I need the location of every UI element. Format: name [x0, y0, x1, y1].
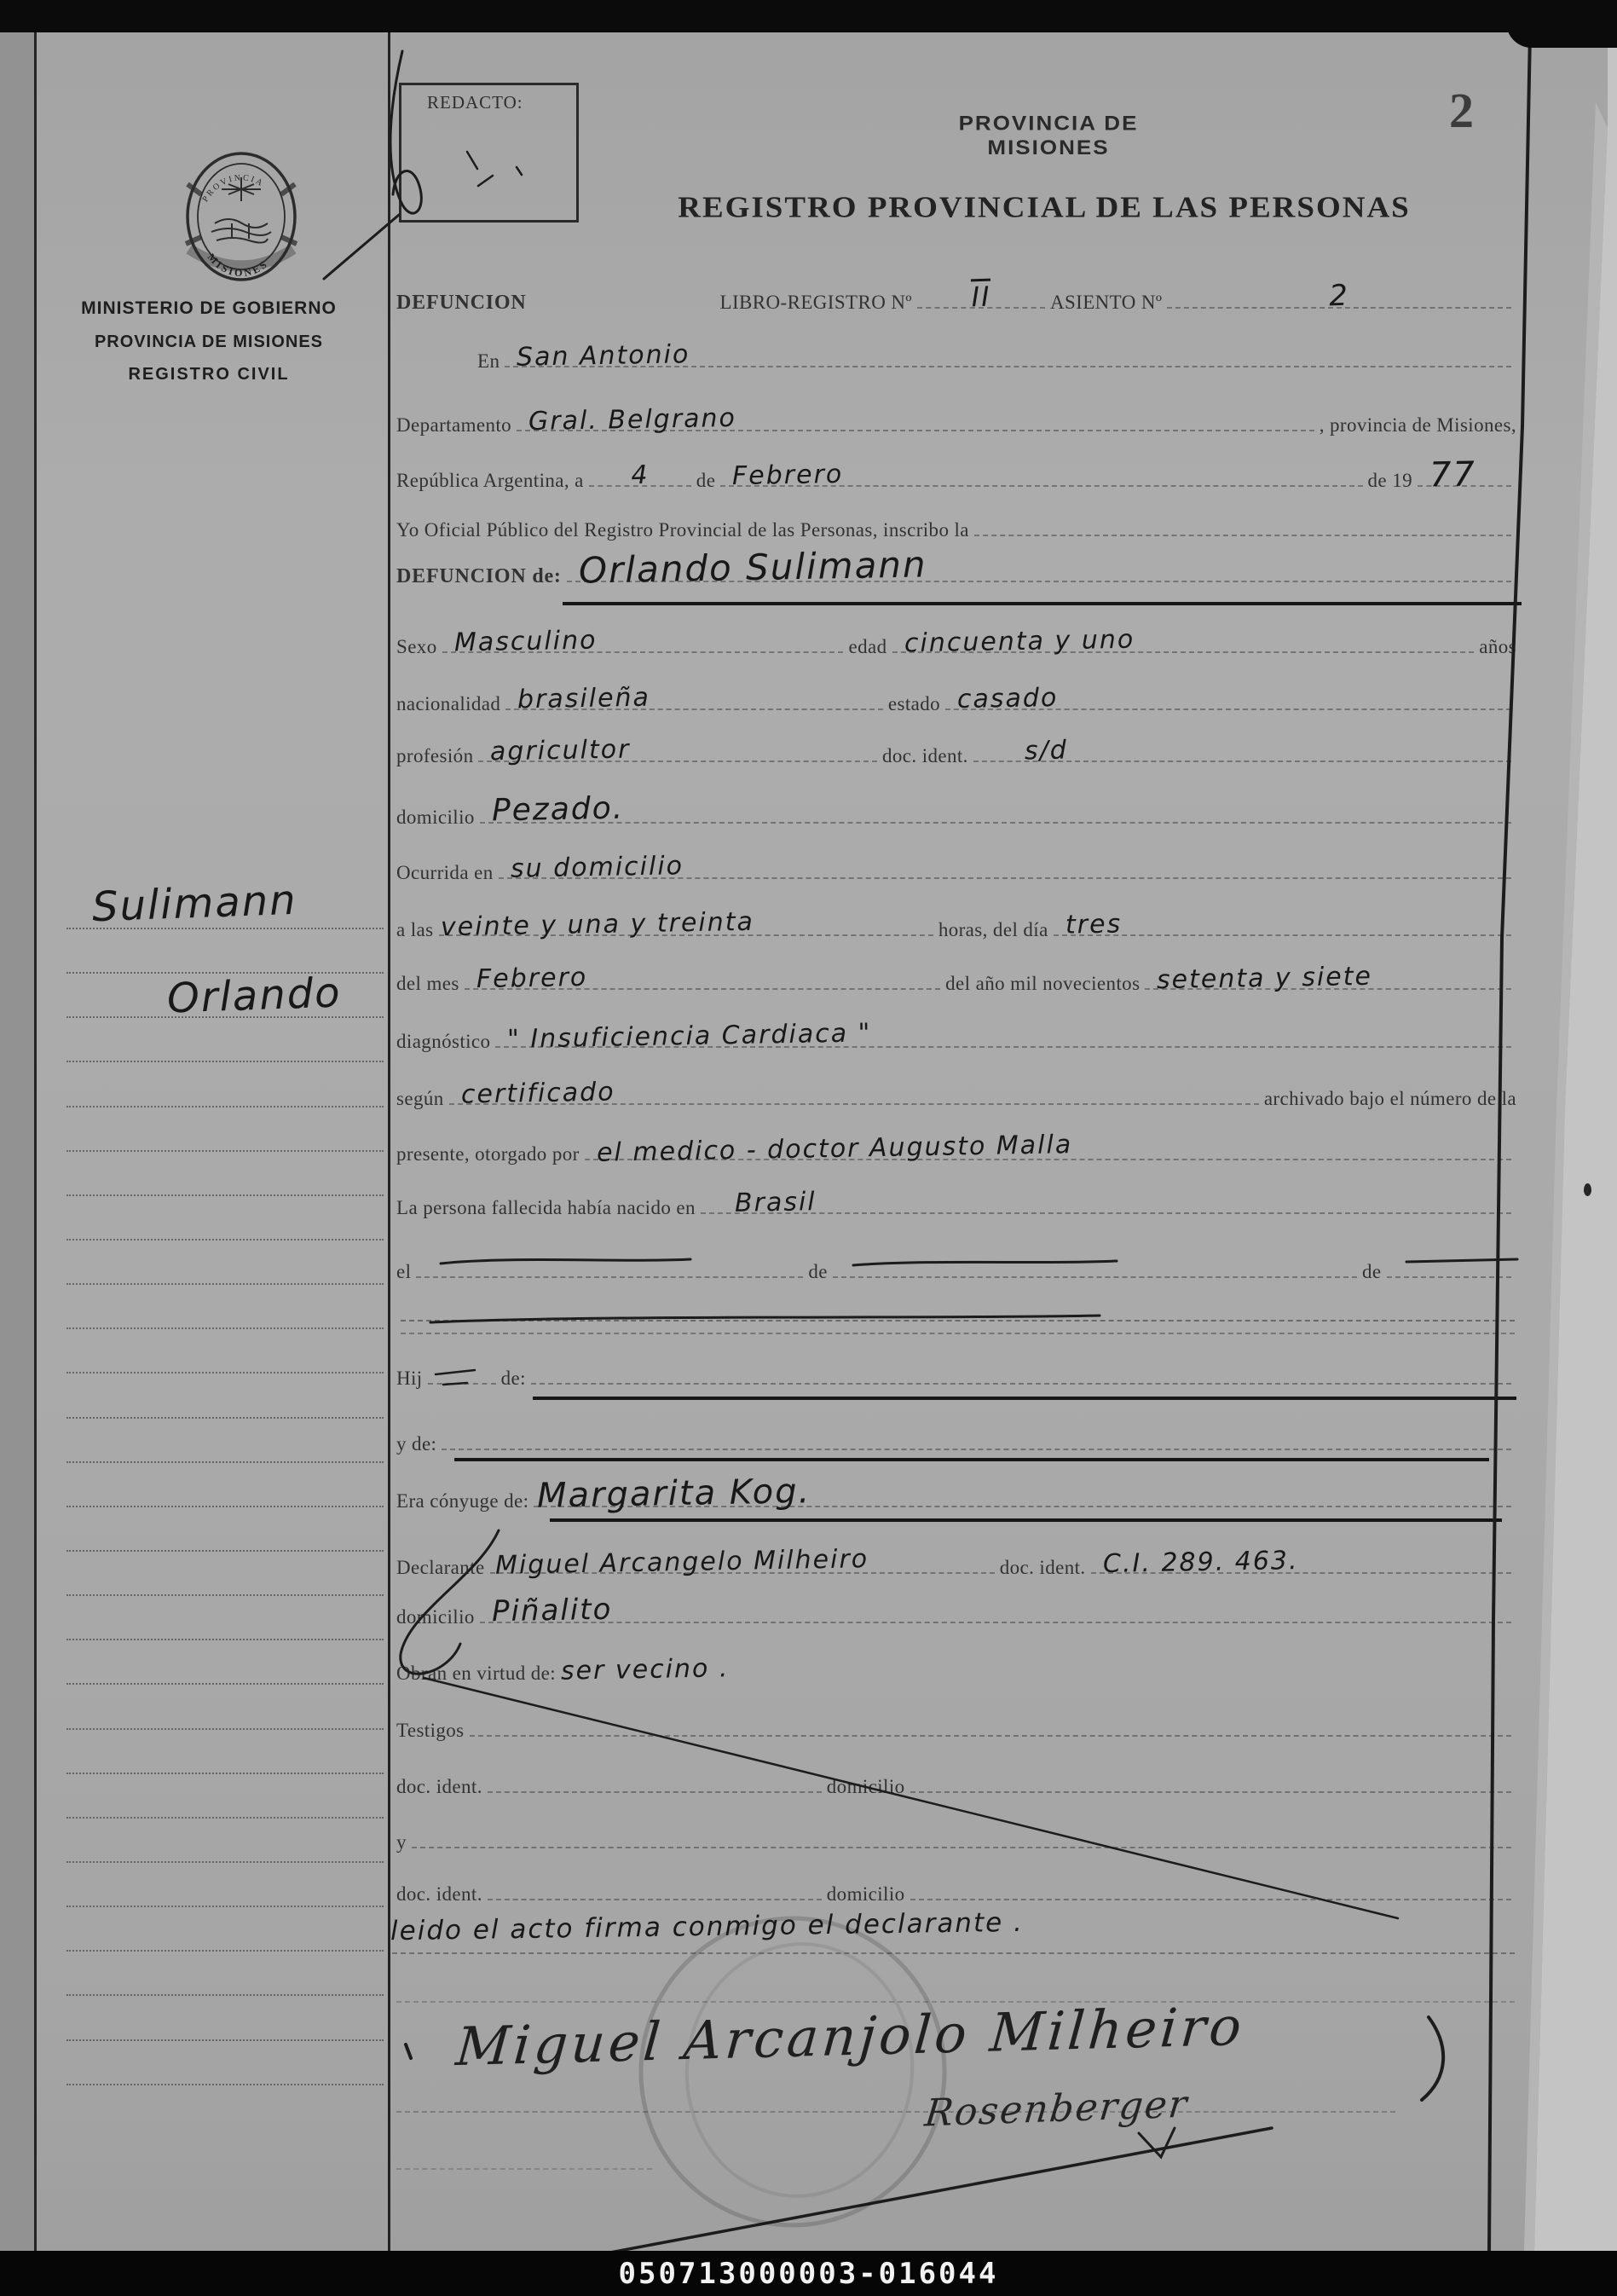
- declarante-doc-label: doc. ident.: [999, 1557, 1086, 1578]
- y-de-label: y de:: [396, 1433, 437, 1455]
- hora-suffix: horas, del día: [938, 919, 1048, 940]
- domicilio2-value: Piñalito: [491, 1592, 613, 1629]
- segun-label: según: [396, 1088, 444, 1109]
- fecha-de19: de 19: [1367, 470, 1412, 491]
- mes-value: Febrero: [476, 962, 588, 995]
- defuncion-de-label: DEFUNCION de:: [396, 565, 562, 587]
- testigo2-doc-label: doc. ident.: [396, 1883, 482, 1905]
- record-type-label: DEFUNCION: [396, 292, 527, 314]
- row-domicilio: [396, 790, 1516, 829]
- obran-label: Obran en virtud de:: [396, 1663, 557, 1684]
- page-number: 2: [1449, 83, 1474, 138]
- fecha-day: 4: [630, 460, 650, 491]
- scan-top-corner: [1506, 0, 1617, 48]
- row-hijo-de: [396, 1357, 1516, 1388]
- province-title: PROVINCIA DE MISIONES: [958, 111, 1139, 159]
- row-en: [396, 340, 1516, 371]
- nacido-label: La persona fallecida había nacido en: [396, 1197, 696, 1218]
- hijo-de: de:: [500, 1368, 526, 1389]
- diagnostico-value: " Insuficiencia Cardiaca ": [507, 1018, 873, 1055]
- row-diagnostico: [396, 1018, 1516, 1055]
- fecha-year: 77: [1429, 454, 1477, 495]
- conyuge-label: Era cónyuge de:: [396, 1490, 529, 1512]
- hora-label: a las: [396, 919, 434, 940]
- redacto-box: [399, 83, 579, 223]
- row-conyuge: [396, 1472, 1516, 1516]
- rule-under-name: [563, 602, 1522, 605]
- mes-suffix: del año mil novecientos: [945, 973, 1141, 994]
- edad-value: cincuenta y uno: [904, 624, 1135, 659]
- declarante-value: Miguel Arcangelo Milheiro: [494, 1544, 869, 1581]
- asiento-label: ASIENTO Nº: [1049, 292, 1163, 313]
- testigo2-dom-label: domicilio: [826, 1883, 905, 1905]
- registry-title: REGISTRO PROVINCIAL DE LAS PERSONAS: [678, 191, 1411, 224]
- signature-guideline-3: [396, 2168, 652, 2170]
- hijo-label: Hij: [396, 1368, 423, 1389]
- edad-label: edad: [848, 636, 887, 657]
- libro-value: II: [970, 280, 992, 314]
- departamento-suffix: , provincia de Misiones,: [1319, 414, 1516, 436]
- mes-anio: setenta y siete: [1157, 961, 1373, 996]
- edad-suffix: años: [1479, 636, 1516, 657]
- declarante-doc-value: C.I. 289. 463.: [1102, 1545, 1299, 1580]
- diagnostico-label: diagnóstico: [396, 1031, 491, 1052]
- row-obran: [396, 1654, 1516, 1685]
- ink-speck: [1584, 1183, 1591, 1196]
- inscribo-label: Yo Oficial Público del Registro Provincial de las Personas, inscribo la: [396, 519, 969, 541]
- departamento-label: Departamento: [396, 414, 512, 436]
- hora-value: veinte y una y treinta: [440, 906, 754, 943]
- nacionalidad-value: brasileña: [517, 682, 651, 715]
- obran-value: ser vecino .: [560, 1653, 730, 1686]
- fecha-label: República Argentina, a: [396, 470, 584, 491]
- domicilio2-label: domicilio: [396, 1606, 475, 1628]
- presente-label: presente, otorgado por: [396, 1143, 580, 1165]
- segun-value: certificado: [460, 1077, 615, 1110]
- sexo-label: Sexo: [396, 636, 437, 657]
- misiones-provincial-seal-icon: [177, 145, 305, 288]
- row-hora: [396, 906, 1516, 943]
- closing-statement: leido el acto firma conmigo el declarante .: [390, 1906, 1025, 1947]
- doc-ident-label: doc. ident.: [881, 745, 968, 766]
- ocurrida-label: Ocurrida en: [396, 862, 494, 883]
- row-fecha-nacimiento: [396, 1251, 1516, 1281]
- row-ocurrida: [396, 852, 1516, 882]
- row-presente: [396, 1130, 1516, 1168]
- signature-guideline-2: [396, 2111, 1395, 2113]
- rule-under-y-de: [454, 1458, 1489, 1461]
- row-profesion-doc: [396, 735, 1516, 766]
- hora-dia: tres: [1065, 909, 1123, 940]
- ministry-line-1: MINISTERIO DE GOBIERNO: [81, 298, 337, 318]
- mes-label: del mes: [396, 973, 459, 994]
- segun-suffix: archivado bajo el número de la: [1263, 1088, 1516, 1109]
- scan-footer-bar: [0, 2251, 1617, 2296]
- presente-value: el medico - doctor Augusto Malla: [596, 1130, 1073, 1168]
- row-nacido: [396, 1187, 1516, 1217]
- asiento-value: 2: [1328, 278, 1350, 314]
- row-testigo2: [396, 1873, 1516, 1904]
- conyuge-value: Margarita Kog.: [537, 1472, 812, 1516]
- domicilio-value: Pezado.: [491, 790, 625, 829]
- estado-value: casado: [956, 682, 1059, 715]
- row-y: [396, 1821, 1516, 1852]
- testigo1-dom-label: domicilio: [826, 1776, 905, 1797]
- fecha-de: de: [696, 470, 716, 491]
- nacionalidad-label: nacionalidad: [396, 693, 501, 714]
- doc-ident-value: s/d: [1024, 735, 1068, 766]
- defuncion-de-value: Orlando Sulimann: [578, 543, 927, 592]
- sexo-value: Masculino: [453, 625, 598, 658]
- el-label: el: [396, 1261, 412, 1282]
- line-under-closing: [392, 1952, 1515, 1954]
- estado-label: estado: [887, 693, 941, 714]
- row-mes-anio: [396, 961, 1516, 996]
- declarant-signature: Miguel Arcanjolo Milheiro: [453, 1994, 1247, 2079]
- row-declarante: [396, 1544, 1516, 1581]
- testigo1-doc-label: doc. ident.: [396, 1776, 482, 1797]
- ocurrida-value: su domicilio: [510, 851, 684, 884]
- row-testigos: [396, 1709, 1516, 1740]
- blank-double-line: [401, 1320, 1515, 1334]
- row-sexo-edad: [396, 624, 1516, 659]
- ministry-line-3: REGISTRO CIVIL: [128, 365, 290, 384]
- fecha-month: Febrero: [732, 459, 844, 492]
- el-de2: de: [1362, 1261, 1382, 1282]
- row-departamento: [396, 404, 1516, 435]
- margin-given-name: Orlando: [166, 969, 343, 1023]
- el-de1: de: [808, 1261, 828, 1282]
- libro-label: LIBRO-REGISTRO Nº: [719, 292, 912, 313]
- en-value: San Antonio: [517, 339, 690, 373]
- row-inscribo: [396, 509, 1516, 540]
- row-declarante-domicilio: [396, 1592, 1516, 1629]
- profesion-label: profesión: [396, 745, 474, 766]
- row-nacionalidad-estado: [396, 683, 1516, 714]
- registrar-signature: Rosenberger: [922, 2082, 1191, 2136]
- redacto-label: REDACTO:: [427, 92, 523, 113]
- declarante-label: Declarante: [396, 1557, 485, 1578]
- ministry-line-2: PROVINCIA DE MISIONES: [94, 333, 324, 351]
- row-y-de: [396, 1423, 1516, 1454]
- binding-edge: [0, 0, 37, 2296]
- nacido-value: Brasil: [734, 1187, 817, 1218]
- testigos-label: Testigos: [396, 1720, 465, 1741]
- profesion-value: agricultor: [490, 734, 632, 767]
- departamento-value: Gral. Belgrano: [528, 402, 737, 437]
- row-segun: [396, 1078, 1516, 1108]
- row-defuncion-de: [396, 543, 1516, 592]
- row-testigo1: [396, 1766, 1516, 1796]
- domicilio-label: domicilio: [396, 807, 475, 828]
- en-label: En: [477, 350, 500, 372]
- y-label: y: [396, 1831, 407, 1853]
- rule-under-hijo: [533, 1397, 1516, 1400]
- row-fecha: [396, 454, 1516, 495]
- margin-index-lines: [66, 928, 384, 2085]
- scan-top-bar: [0, 0, 1617, 32]
- scan-code: 050713000003-016044: [618, 2256, 999, 2291]
- seal-bottom-text: MISIONES: [205, 251, 271, 280]
- rule-under-conyuge: [550, 1518, 1502, 1522]
- row-record-type: [396, 278, 1516, 314]
- margin-surname: Sulimann: [91, 876, 298, 932]
- seal-top-text: PROVINCIA: [200, 173, 266, 204]
